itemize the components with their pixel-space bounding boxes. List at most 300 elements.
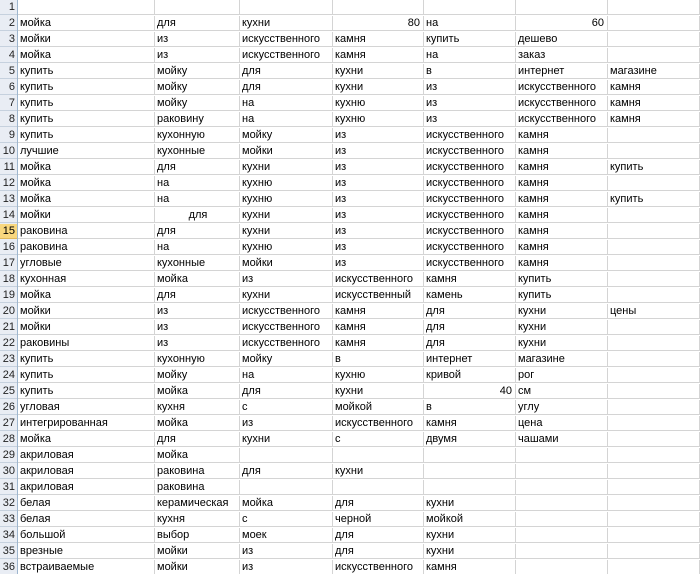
cell[interactable]: камня [516,176,608,191]
row-number[interactable]: 13 [0,192,17,207]
cell[interactable]: камня [516,160,608,175]
cell[interactable]: мойку [240,352,333,367]
cell[interactable]: купить [18,64,155,79]
cell[interactable]: мойка [155,272,240,287]
cell[interactable]: мойки [18,32,155,47]
cell[interactable] [155,0,240,15]
cell[interactable]: с [333,432,424,447]
cell[interactable]: мойка [155,384,240,399]
cell[interactable]: интернет [424,352,516,367]
cell[interactable] [608,528,700,543]
cell[interactable]: из [240,272,333,287]
cell[interactable]: искусственного [516,112,608,127]
cell[interactable]: на [240,96,333,111]
cell[interactable]: акриловая [18,464,155,479]
cell[interactable] [424,480,516,495]
row-number[interactable]: 15 [0,224,17,239]
cell[interactable] [516,448,608,463]
cell[interactable]: заказ [516,48,608,63]
cell[interactable] [608,128,700,143]
cell[interactable]: для [333,528,424,543]
cell[interactable]: из [333,256,424,271]
cell[interactable]: мойки [155,560,240,574]
cell[interactable]: купить [516,288,608,303]
cell[interactable]: купить [424,32,516,47]
row-number[interactable]: 9 [0,128,17,143]
cell[interactable]: искусственного [424,192,516,207]
cell[interactable]: на [155,240,240,255]
cell[interactable]: на [424,48,516,63]
cell[interactable]: 40 [424,384,516,399]
row-number[interactable]: 11 [0,160,17,175]
cell[interactable]: на [155,192,240,207]
cell[interactable]: мойки [240,256,333,271]
cell[interactable]: из [424,112,516,127]
cell[interactable]: камня [516,128,608,143]
cell[interactable]: купить [608,160,700,175]
cell[interactable]: мойку [155,80,240,95]
row-number[interactable]: 14 [0,208,17,223]
row-number[interactable]: 34 [0,528,17,543]
cell[interactable]: мойкой [333,400,424,415]
cell[interactable]: кухни [240,288,333,303]
cell[interactable]: кухонную [155,352,240,367]
cell[interactable]: кухонная [18,272,155,287]
cell[interactable]: мойка [18,192,155,207]
cell[interactable] [516,0,608,15]
row-number[interactable]: 27 [0,416,17,431]
cell[interactable]: для [155,224,240,239]
cell[interactable]: раковины [18,336,155,351]
cell[interactable]: мойки [18,304,155,319]
cell[interactable] [516,544,608,559]
row-number[interactable]: 19 [0,288,17,303]
cell[interactable]: кухни [240,208,333,223]
cell[interactable]: для [424,304,516,319]
cell[interactable]: камня [424,416,516,431]
cell[interactable]: интернет [516,64,608,79]
cell[interactable]: из [155,48,240,63]
row-number[interactable]: 25 [0,384,17,399]
cell[interactable]: встраиваемые [18,560,155,574]
cell[interactable]: кухонные [155,144,240,159]
cell[interactable]: купить [18,128,155,143]
cell[interactable]: мойку [155,64,240,79]
cell[interactable]: кухня [155,512,240,527]
cell[interactable] [240,480,333,495]
cell[interactable]: камня [424,560,516,574]
cell[interactable]: мойка [18,288,155,303]
cell[interactable]: мойки [18,208,155,223]
cell[interactable]: на [240,112,333,127]
table-row [0,144,700,160]
table-row [0,416,700,432]
cell[interactable]: кухни [424,496,516,511]
cell[interactable]: из [333,224,424,239]
cell[interactable]: камня [333,304,424,319]
cell[interactable] [333,448,424,463]
cell[interactable]: кухни [333,64,424,79]
cell[interactable]: угловые [18,256,155,271]
cell[interactable]: выбор [155,528,240,543]
cell[interactable]: искусственного [424,240,516,255]
cell[interactable]: акриловая [18,448,155,463]
cell[interactable] [608,352,700,367]
cell[interactable]: камня [424,272,516,287]
cell[interactable]: кухни [424,544,516,559]
cell[interactable]: кухни [424,528,516,543]
row-number[interactable]: 36 [0,560,17,574]
cell[interactable]: из [155,336,240,351]
row-number[interactable]: 23 [0,352,17,367]
cell[interactable] [608,48,700,63]
cell[interactable]: искусственного [240,320,333,335]
table-row [0,336,700,352]
cell[interactable]: углу [516,400,608,415]
cell[interactable]: на [424,16,516,31]
row-number[interactable]: 20 [0,304,17,319]
table-row [0,528,700,544]
cell[interactable]: искусственного [424,144,516,159]
cell[interactable]: мойка [155,416,240,431]
cell[interactable]: цены [608,304,700,319]
cell[interactable]: из [155,304,240,319]
cell[interactable]: для [240,80,333,95]
cell[interactable]: из [240,560,333,574]
cell[interactable] [608,368,700,383]
cell[interactable]: искусственного [424,256,516,271]
cell[interactable]: кухни [240,160,333,175]
cell[interactable]: лучшие [18,144,155,159]
cell[interactable]: камня [516,240,608,255]
cell[interactable]: кухни [240,224,333,239]
cell[interactable] [240,448,333,463]
cell[interactable] [424,464,516,479]
cell[interactable]: для [155,208,240,223]
cell[interactable]: из [424,80,516,95]
cell[interactable] [608,416,700,431]
cell[interactable]: камня [516,144,608,159]
cell[interactable]: искусственного [240,32,333,47]
cell[interactable]: большой [18,528,155,543]
cell[interactable]: на [155,176,240,191]
cell[interactable] [608,480,700,495]
cell[interactable] [608,256,700,271]
cell[interactable]: из [155,32,240,47]
cell[interactable] [608,176,700,191]
cell[interactable]: искусственного [333,272,424,287]
cell[interactable]: в [424,400,516,415]
cell[interactable] [424,448,516,463]
table-row [0,304,700,320]
cell[interactable] [608,16,700,31]
cell[interactable]: мойку [155,96,240,111]
cell[interactable] [333,0,424,15]
row-number[interactable]: 31 [0,480,17,495]
cell[interactable]: из [333,160,424,175]
cell[interactable]: искусственного [424,224,516,239]
cell[interactable]: купить [608,192,700,207]
row-number[interactable]: 7 [0,96,17,111]
row-number[interactable]: 17 [0,256,17,271]
row-number[interactable]: 6 [0,80,17,95]
cell[interactable] [516,464,608,479]
cell[interactable]: в [424,64,516,79]
cell[interactable]: 60 [516,16,608,31]
cell[interactable]: искусственного [240,304,333,319]
cell[interactable] [608,144,700,159]
cell[interactable]: кухни [333,464,424,479]
cell[interactable]: черной [333,512,424,527]
cell[interactable]: кухонную [155,128,240,143]
cell[interactable]: из [333,128,424,143]
cell[interactable]: искусственного [516,96,608,111]
cell[interactable]: с [240,400,333,415]
cell[interactable]: камня [333,320,424,335]
row-number[interactable]: 4 [0,48,17,63]
cell[interactable]: для [424,320,516,335]
cell[interactable] [424,0,516,15]
cell[interactable] [608,32,700,47]
row-number[interactable]: 29 [0,448,17,463]
cell[interactable] [516,512,608,527]
cell[interactable] [516,560,608,574]
cell[interactable]: угловая [18,400,155,415]
cell[interactable]: кухни [516,320,608,335]
row-number[interactable]: 1 [0,0,17,15]
row-number[interactable]: 22 [0,336,17,351]
row-number[interactable]: 8 [0,112,17,127]
cell[interactable] [608,336,700,351]
cell[interactable]: кухни [240,432,333,447]
cell[interactable]: мойка [240,496,333,511]
cell[interactable]: купить [18,384,155,399]
cell[interactable] [608,496,700,511]
row-number[interactable]: 12 [0,176,17,191]
table-row [0,240,700,256]
cell[interactable]: камень [424,288,516,303]
cell[interactable]: мойка [155,448,240,463]
cell[interactable]: мойка [18,160,155,175]
cell[interactable]: кухню [240,176,333,191]
cell[interactable]: керамическая [155,496,240,511]
cell[interactable]: мойку [240,128,333,143]
cell[interactable]: с [240,512,333,527]
cell[interactable] [608,560,700,574]
cell[interactable] [608,464,700,479]
table-row [0,544,700,560]
row-number[interactable]: 5 [0,64,17,79]
cell[interactable]: раковина [18,240,155,255]
cell[interactable]: из [333,240,424,255]
row-number[interactable]: 26 [0,400,17,415]
row-number[interactable]: 18 [0,272,17,287]
cell[interactable]: камня [333,48,424,63]
cell[interactable]: кухни [516,336,608,351]
cell[interactable]: искусственного [516,80,608,95]
row-number[interactable]: 24 [0,368,17,383]
row-number[interactable]: 33 [0,512,17,527]
cell[interactable]: мойка [18,16,155,31]
cell[interactable] [608,448,700,463]
cell[interactable]: кривой [424,368,516,383]
row-number[interactable]: 30 [0,464,17,479]
cell[interactable]: магазине [608,64,700,79]
cell[interactable]: врезные [18,544,155,559]
row-number[interactable]: 21 [0,320,17,335]
cell[interactable]: из [240,544,333,559]
cell[interactable]: кухни [333,384,424,399]
cell[interactable] [608,240,700,255]
cell[interactable]: купить [516,272,608,287]
cell[interactable] [608,320,700,335]
cell[interactable] [516,480,608,495]
cell[interactable] [333,480,424,495]
cell[interactable]: для [240,464,333,479]
cell[interactable]: купить [18,96,155,111]
cell[interactable]: камня [516,224,608,239]
cell[interactable]: для [424,336,516,351]
cell[interactable]: для [333,544,424,559]
row-number[interactable]: 32 [0,496,17,511]
cell[interactable]: камня [608,112,700,127]
cell[interactable]: раковина [155,464,240,479]
cell[interactable]: камня [516,192,608,207]
cell[interactable]: для [155,160,240,175]
cell[interactable]: для [155,432,240,447]
cell[interactable]: мойки [155,544,240,559]
cell[interactable] [608,512,700,527]
cell[interactable]: чашами [516,432,608,447]
cell[interactable]: искусственного [424,128,516,143]
cell[interactable] [608,544,700,559]
row-number[interactable]: 3 [0,32,17,47]
cell[interactable]: магазине [516,352,608,367]
cell[interactable]: раковина [18,224,155,239]
cell[interactable]: искусственного [424,208,516,223]
cell[interactable]: кухни [333,80,424,95]
cell[interactable]: раковина [155,480,240,495]
cell[interactable]: купить [18,80,155,95]
cell[interactable] [608,432,700,447]
cell[interactable]: искусственного [240,48,333,63]
cell[interactable]: двумя [424,432,516,447]
table-row [0,560,700,574]
cell[interactable] [608,288,700,303]
cell[interactable]: кухню [240,240,333,255]
cell[interactable]: из [240,416,333,431]
cell[interactable]: из [333,144,424,159]
table-row [0,80,700,96]
cell[interactable]: купить [18,352,155,367]
table-row [0,16,700,32]
cell[interactable]: акриловая [18,480,155,495]
cell[interactable] [608,0,700,15]
cell[interactable]: для [155,288,240,303]
cell[interactable] [516,496,608,511]
cell[interactable]: камня [608,96,700,111]
cell[interactable]: искусственного [424,176,516,191]
cell[interactable]: в [333,352,424,367]
cell[interactable] [608,208,700,223]
cell[interactable]: из [424,96,516,111]
cell[interactable]: цена [516,416,608,431]
cell[interactable]: мойка [18,432,155,447]
cell[interactable]: кухни [240,16,333,31]
row-number[interactable]: 35 [0,544,17,559]
cell[interactable] [608,384,700,399]
cell[interactable]: кухонные [155,256,240,271]
table-row [0,112,700,128]
cell[interactable]: искусственный [333,288,424,303]
cell[interactable]: на [240,368,333,383]
cell[interactable]: из [333,192,424,207]
cell[interactable]: интегрированная [18,416,155,431]
cell[interactable]: 80 [333,16,424,31]
cell[interactable]: белая [18,496,155,511]
cell[interactable]: камня [608,80,700,95]
cell[interactable]: купить [18,368,155,383]
cell[interactable]: для [155,16,240,31]
cell[interactable]: рог [516,368,608,383]
cell[interactable]: искусственного [424,160,516,175]
cell[interactable]: моек [240,528,333,543]
cell[interactable]: камня [333,336,424,351]
cell[interactable]: белая [18,512,155,527]
row-number[interactable]: 16 [0,240,17,255]
row-number[interactable]: 2 [0,16,17,31]
cell[interactable]: камня [516,208,608,223]
cell[interactable]: искусственного [240,336,333,351]
cell[interactable]: камня [333,32,424,47]
cell[interactable]: мойка [18,48,155,63]
cell[interactable]: для [240,64,333,79]
cell[interactable]: кухня [155,400,240,415]
cell[interactable]: дешево [516,32,608,47]
cell[interactable]: для [240,384,333,399]
cell[interactable]: мойки [18,320,155,335]
cell[interactable]: мойку [155,368,240,383]
cell[interactable]: мойкой [424,512,516,527]
cell[interactable]: кухню [333,112,424,127]
cell[interactable]: раковину [155,112,240,127]
cell[interactable]: см [516,384,608,399]
cell[interactable]: из [333,208,424,223]
cell[interactable]: кухни [516,304,608,319]
cell[interactable]: кухню [333,96,424,111]
cell[interactable] [18,0,155,15]
cell[interactable]: кухню [333,368,424,383]
cell[interactable] [240,0,333,15]
cell[interactable]: камня [516,256,608,271]
row-number[interactable]: 10 [0,144,17,159]
cell[interactable]: кухню [240,192,333,207]
cell[interactable]: из [333,176,424,191]
cell[interactable] [608,224,700,239]
cell[interactable]: из [155,320,240,335]
cell[interactable]: купить [18,112,155,127]
cell[interactable]: мойки [240,144,333,159]
cell[interactable] [516,528,608,543]
cell[interactable]: искусственного [333,416,424,431]
cell[interactable] [608,272,700,287]
cell[interactable]: для [333,496,424,511]
table-row [0,224,700,240]
cell[interactable]: искусственного [333,560,424,574]
row-number[interactable]: 28 [0,432,17,447]
cell[interactable]: мойка [18,176,155,191]
cell[interactable] [608,400,700,415]
